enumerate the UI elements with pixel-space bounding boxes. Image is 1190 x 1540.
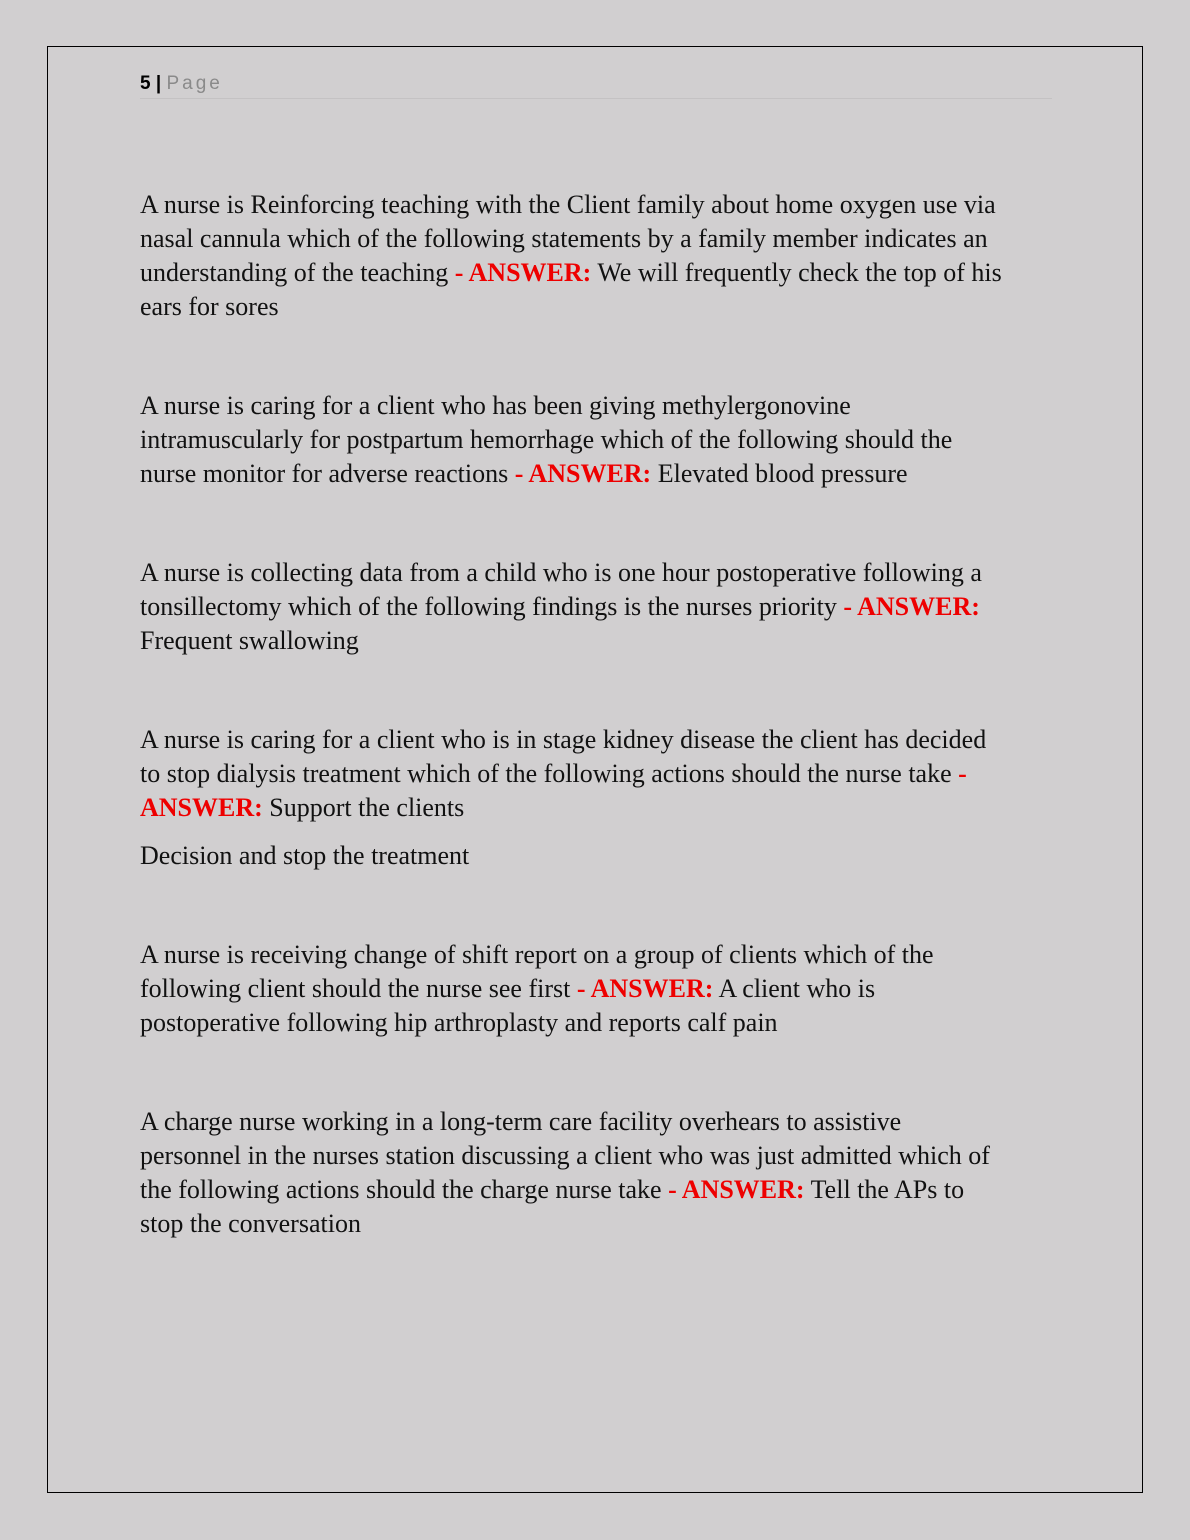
answer-label: ANSWER:	[140, 793, 263, 822]
question-line: following client should the nurse see first - ANSWER: A client who is	[140, 974, 876, 1003]
question-line: intramuscularly for postpartum hemorrhage which of the following should the	[140, 425, 953, 454]
answer-text: A client who is	[713, 974, 876, 1003]
answer-label: - ANSWER:	[668, 1175, 805, 1204]
qa-item	[140, 723, 1060, 873]
answer-text: Elevated blood pressure	[651, 459, 908, 488]
answer-text: Frequent swallowing	[140, 626, 359, 655]
page-word: Page	[166, 73, 223, 94]
question-line: to stop dialysis treatment which of the following actions should the nurse take -	[140, 759, 967, 788]
answer-line	[140, 624, 1060, 658]
question-line: A nurse is receiving change of shift report on a group of clients which of the	[140, 940, 934, 969]
qa-item	[140, 1105, 1060, 1241]
qa-item	[140, 389, 1060, 491]
answer-line: ears for sores	[140, 292, 279, 321]
answer-label: - ANSWER:	[843, 592, 980, 621]
question-line: A nurse is collecting data from a child who is one hour postoperative following a	[140, 558, 982, 587]
question-line: A charge nurse working in a long-term care facility overhears to assistive	[140, 1107, 902, 1136]
question-line: A nurse is Reinforcing teaching with the Client family about home oxygen use via	[140, 190, 996, 219]
answer-text: Support the clients	[262, 793, 465, 822]
answer-text: Tell the APs to	[804, 1175, 965, 1204]
question-line: A nurse is caring for a client who is in stage kidney disease the client has decided	[140, 725, 987, 754]
question-line: personnel in the nurses station discussing a client who was just admitted which of	[140, 1141, 990, 1170]
question-line: nasal cannula which of the following statements by a family member indicates an	[140, 224, 988, 253]
header-separator: |	[150, 73, 167, 94]
question-line: understanding of the teaching - ANSWER: We will frequently check the top of his	[140, 258, 1002, 287]
answer-label: - ANSWER:	[454, 258, 592, 287]
answer-label: - ANSWER:	[576, 974, 714, 1003]
answer-line: postoperative following hip arthroplasty and reports calf pain	[140, 1008, 778, 1037]
document-body	[140, 188, 1060, 1306]
answer-text: We will frequently check the top of his	[591, 258, 1002, 287]
page-header	[140, 70, 1052, 99]
answer-line: stop the conversation	[140, 1209, 361, 1238]
question-line: nurse monitor for adverse reactions - ANSWER: Elevated blood pressure	[140, 459, 908, 488]
question-line: tonsillectomy which of the following findings is the nurses priority - ANSWER:	[140, 592, 980, 621]
question-line: A nurse is caring for a client who has been giving methylergonovine	[140, 391, 851, 420]
answer-continuation: Decision and stop the treatment	[140, 841, 470, 870]
question-line: the following actions should the charge nurse take - ANSWER: Tell the APs to	[140, 1175, 965, 1204]
answer-label: -	[958, 759, 967, 788]
page-number: 5	[140, 73, 151, 94]
qa-item	[140, 938, 1060, 1040]
qa-item	[140, 556, 1060, 658]
qa-item	[140, 188, 1060, 324]
answer-line	[140, 791, 1060, 825]
answer-label: - ANSWER:	[514, 459, 652, 488]
